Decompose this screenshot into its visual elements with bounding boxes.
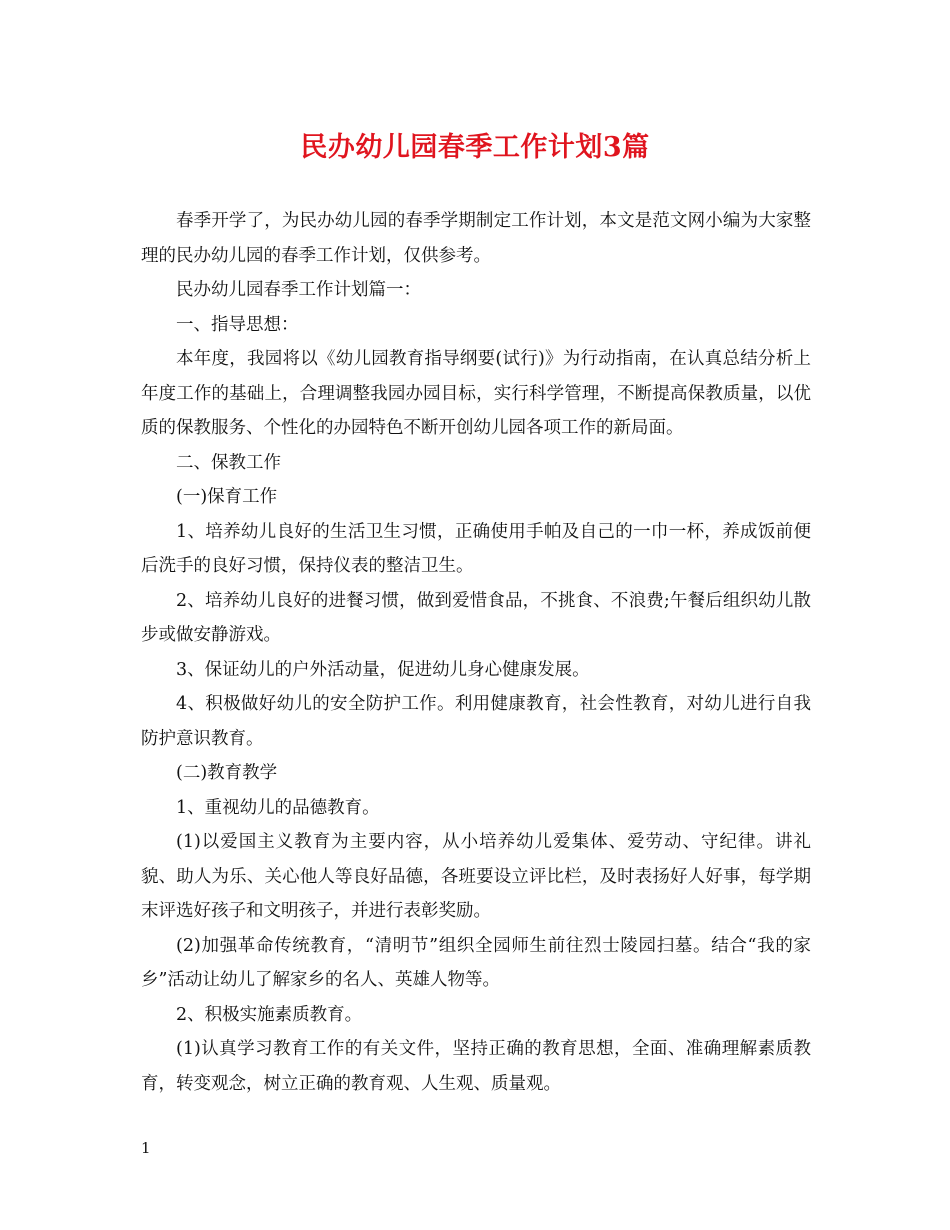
paragraph-heading-teaching: (二)教育教学 <box>176 763 278 783</box>
document-body <box>141 204 811 1101</box>
paragraph-teaching-sub-2: (2)加强革命传统教育，“清明节”组织全园师生前往烈士陵园扫墓。结合“我的家乡”活动让幼儿了解家乡的名人、英雄人物等。 <box>141 935 811 990</box>
paragraph-teaching-item-1: 1、重视幼儿的品德教育。 <box>176 797 380 818</box>
paragraph-teaching-item-2: 2、积极实施素质教育。 <box>176 1004 363 1025</box>
paragraph-care-item-1: 1、培养幼儿良好的生活卫生习惯，正确使用手帕及自己的一巾一杯，养成饭前便后洗手的良好习惯，保持仪表的整洁卫生。 <box>141 521 811 576</box>
paragraph-care-item-2: 2、培养幼儿良好的进餐习惯，做到爱惜食品，不挑食、不浪费;午餐后组织幼儿散步或做安静游戏。 <box>141 590 811 645</box>
page-number: 1 <box>141 1139 151 1157</box>
paragraph-teaching-sub-1: (1)以爱国主义教育为主要内容，从小培养幼儿爱集体、爱劳动、守纪律。讲礼貌、助人为乐、关心他人等良好品德，各班要设立评比栏，及时表扬好人好事，每学期末评选好孩子和文明孩子，并进行表彰奖励。 <box>141 832 811 921</box>
paragraph-section-heading: 民办幼儿园春季工作计划篇一： <box>176 280 421 300</box>
paragraph-guiding-text: 本年度，我园将以《幼儿园教育指导纲要(试行)》为行动指南，在认真总结分析上年度工作的基础上，合理调整我园办园目标，实行科学管理，不断提高保教质量，以优质的保教服务、个性化的办园特色不断开创幼儿园各项工作的新局面。 <box>141 349 811 438</box>
paragraph-heading-care-education: 二、保教工作 <box>176 452 281 473</box>
paragraph-heading-guiding: 一、指导思想： <box>176 314 299 335</box>
paragraph-care-item-3: 3、保证幼儿的户外活动量，促进幼儿身心健康发展。 <box>176 659 590 680</box>
paragraph-intro: 春季开学了，为民办幼儿园的春季学期制定工作计划，本文是范文网小编为大家整理的民办幼儿园的春季工作计划，仅供参考。 <box>141 211 811 266</box>
document-title: 民办幼儿园春季工作计划3篇 <box>300 132 650 163</box>
paragraph-teaching-sub-3: (1)认真学习教育工作的有关文件，坚持正确的教育思想，全面、准确理解素质教育，转变观念，树立正确的教育观、人生观、质量观。 <box>141 1039 811 1094</box>
paragraph-heading-care: (一)保育工作 <box>176 487 278 507</box>
paragraph-care-item-4: 4、积极做好幼儿的安全防护工作。利用健康教育，社会性教育，对幼儿进行自我防护意识教育。 <box>141 694 811 749</box>
